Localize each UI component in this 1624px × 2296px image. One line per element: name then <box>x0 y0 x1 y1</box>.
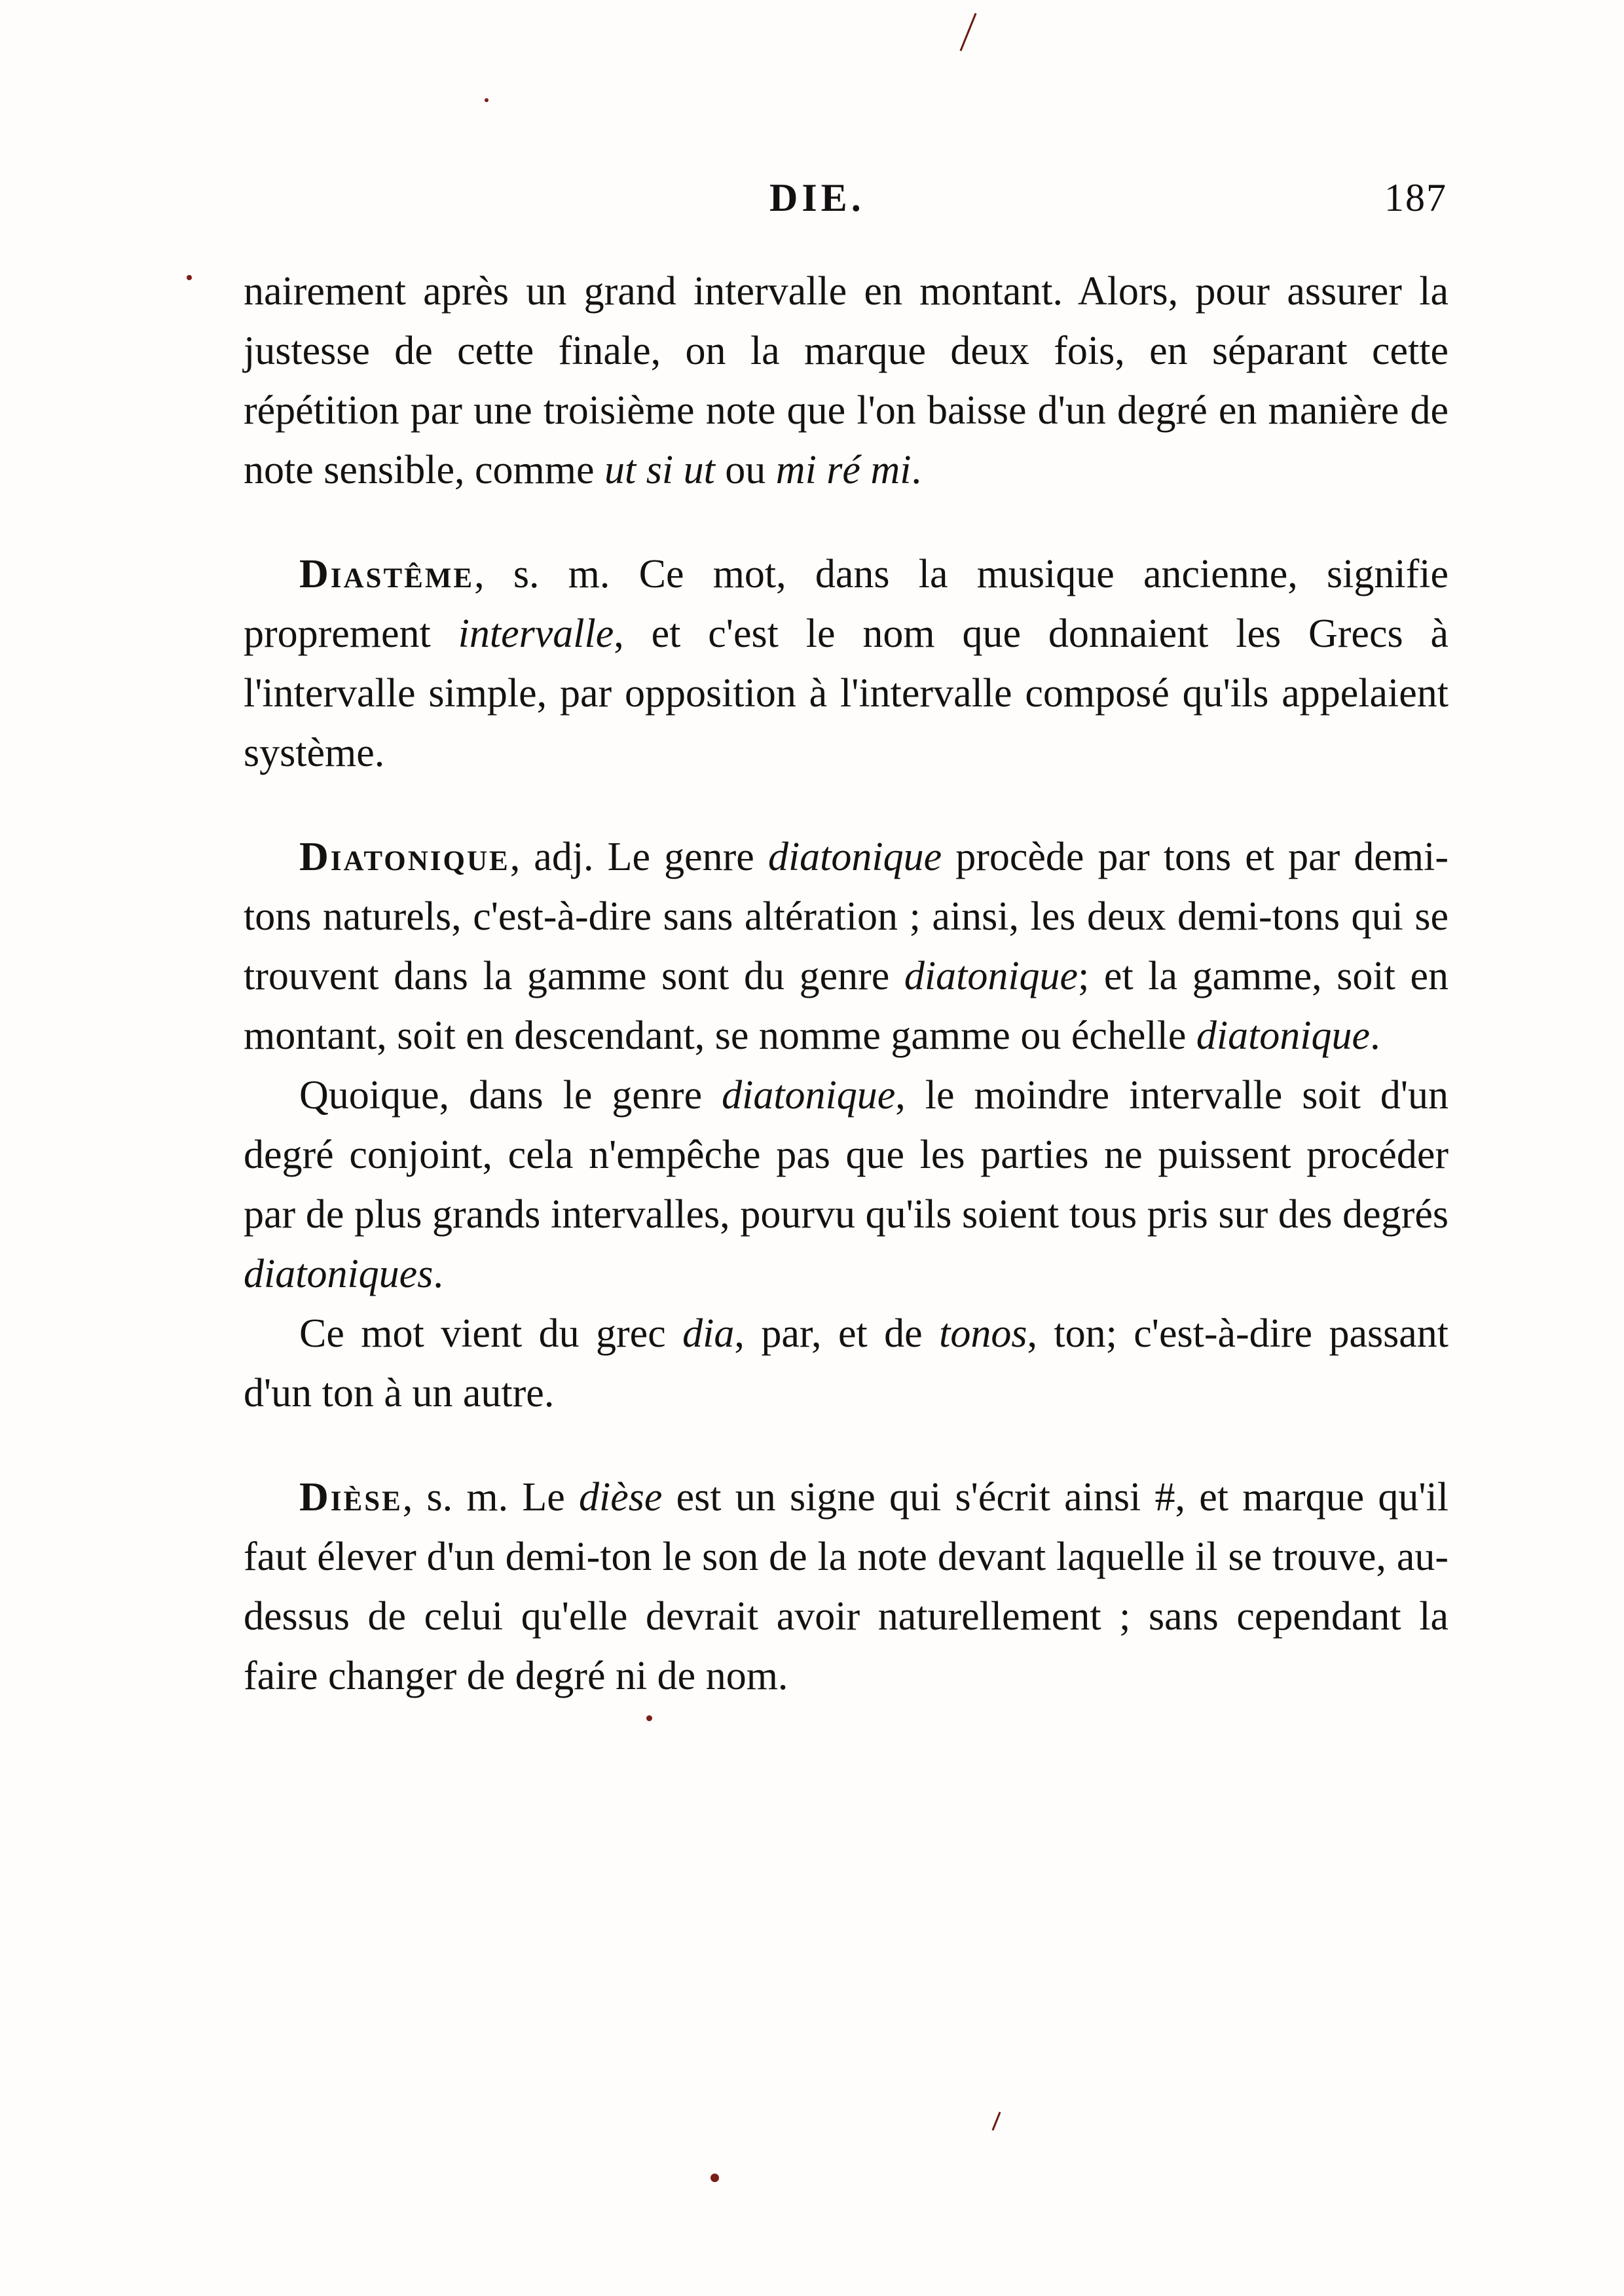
text-run: . <box>433 1252 443 1296</box>
text-run: ou <box>714 448 776 492</box>
text-run: , et c'est le nom que donnaient les Grecs à l'intervalle simple, par opposition à l'intervalle composé qu'ils appelaient système. <box>244 611 1449 775</box>
italic-term: tonos <box>939 1311 1027 1356</box>
text-run: ; et la gamme, soit en montant, soit en descendant, se nomme gamme ou échelle <box>244 954 1449 1058</box>
italic-term: diatonique <box>904 954 1079 998</box>
entry-diasteme <box>244 545 1449 783</box>
page-number: 187 <box>1384 176 1447 219</box>
entry-diese <box>244 1468 1449 1706</box>
italic-term: mi ré mi <box>775 448 912 492</box>
italic-term: ut si ut <box>604 448 715 492</box>
ink-speck <box>646 1715 652 1721</box>
ink-speck <box>187 275 192 280</box>
text-run: , le moindre intervalle soit d'un degré conjoint, cela n'empêche pas que les parties ne puissent procéder par de plus grands intervalles, pourvu qu'ils soient tous pris sur des degrés <box>244 1073 1449 1237</box>
text-run: , ton; c'est-à-dire passant d'un ton à un autre. <box>244 1311 1449 1415</box>
text-run: Ce mot vient du grec <box>299 1311 683 1356</box>
italic-term: diatoniques <box>244 1252 434 1296</box>
entry-diatonique <box>244 828 1449 1066</box>
text-run: , par, et de <box>734 1311 940 1356</box>
text-run: , s. m. Le <box>402 1475 579 1520</box>
ink-mark <box>991 2112 1001 2131</box>
italic-term: diatonique <box>722 1073 896 1118</box>
text-run: est un signe qui s'écrit ainsi #, et marque qu'il faut élever d'un demi-ton le son de la note devant laquelle il se trouve, au-dessus de celui qu'elle devrait avoir naturellement ; sans cependant la faire changer de degré ni de nom. <box>244 1475 1449 1698</box>
running-head: DIE. <box>769 176 865 219</box>
italic-term: dia <box>682 1311 735 1356</box>
italic-term: intervalle <box>458 611 614 656</box>
ink-mark <box>959 13 976 52</box>
italic-term: diatonique <box>767 835 942 879</box>
text-run: , s. m. Ce mot, dans la musique ancienne, signifie proprement <box>244 552 1449 656</box>
ink-speck <box>485 98 489 102</box>
italic-term: dièse <box>578 1475 663 1520</box>
text-run: nairement après un grand intervalle en montant. Alors, pour assurer la justesse de cette finale, on la marque deux fois, en séparant cette répétition par une troisième note que l'on baisse d'un degré en manière de note sensible, comme <box>244 269 1449 492</box>
paragraph <box>244 1304 1449 1423</box>
ink-speck <box>710 2174 719 2182</box>
text-run: . <box>911 448 921 492</box>
text-run: . <box>1370 1013 1380 1058</box>
entry-headword: Diastême <box>299 552 475 596</box>
text-run: Quoique, dans le genre <box>299 1073 722 1118</box>
text-run: , adj. Le genre <box>509 835 768 879</box>
italic-term: diatonique <box>1196 1013 1371 1058</box>
paragraph-continuation <box>244 262 1449 500</box>
entry-headword: Dièse <box>299 1475 403 1520</box>
paragraph <box>244 1066 1449 1304</box>
text-run: procède par tons et par demi-tons naturels, c'est-à-dire sans altération ; ainsi, les deux demi-tons qui se trouvent dans la gamme sont du genre <box>244 835 1449 998</box>
entry-headword: Diatonique <box>299 835 510 879</box>
body-text <box>244 262 1449 1706</box>
